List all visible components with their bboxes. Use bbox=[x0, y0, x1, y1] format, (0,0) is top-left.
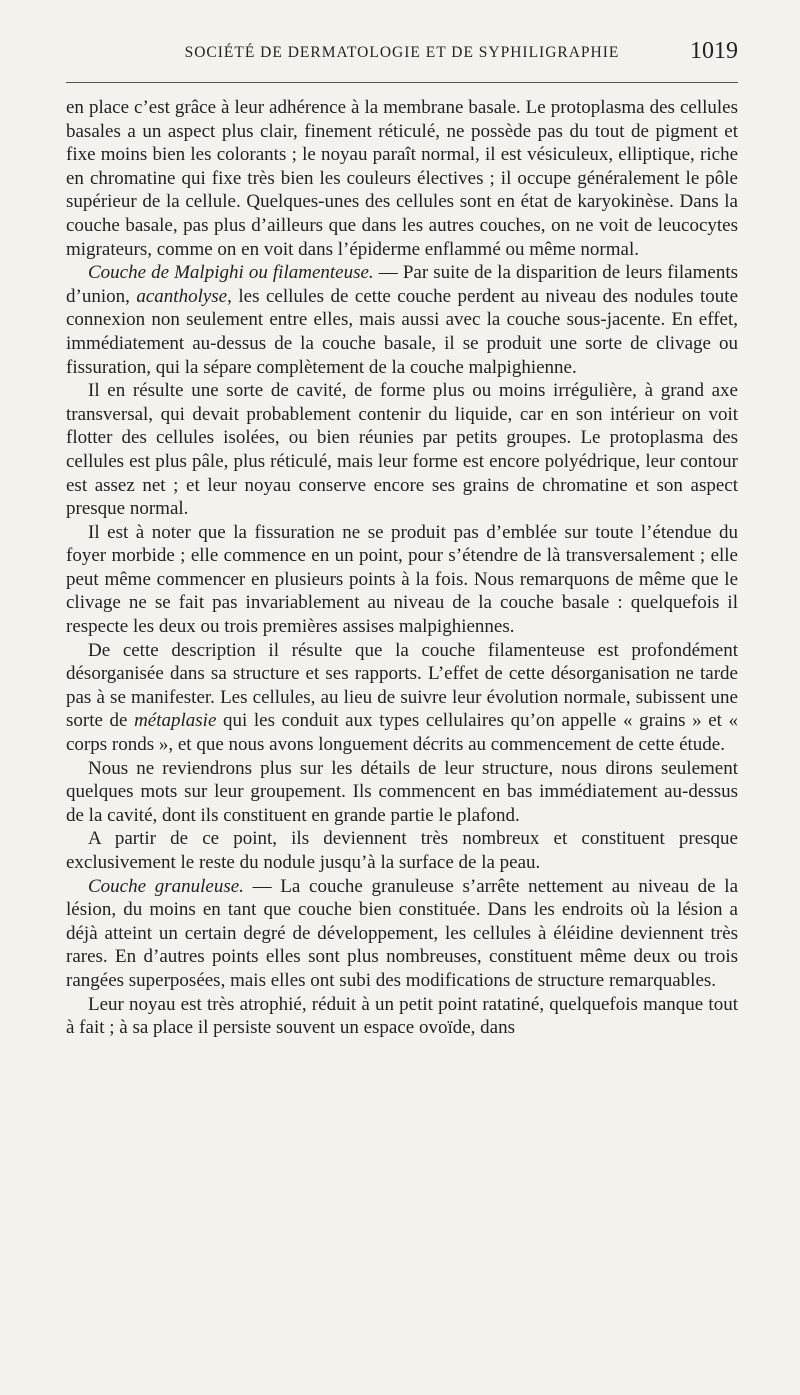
text-run: en place c’est grâce à leur adhérence à la membrane basale. Le protoplasma des cellules basales a un aspect plus clair, finement réticulé, ne possède pas du tout de pigment et fixe moins bien les colorants ; le noyau paraît normal, il est vésiculeux, elliptique, riche en chromatine qui fixe très bien les couleurs électives ; il occupe généralement le pôle supérieur de la cellule. Quelques-unes des cellules sont en état de karyokinèse. Dans la couche basale, pas plus d’ailleurs que dans les autres couches, on ne voit de leucocytes migrateurs, comme on en voit dans l’épiderme enflammé ou même normal. bbox=[66, 97, 738, 260]
italic-text: Couche de Malpighi ou filamenteuse. bbox=[88, 262, 374, 284]
text-run: Leur noyau est très atrophié, réduit à un petit point ratatiné, quelquefois manque tout à fait ; à sa place il persiste souvent un espace ovoïde, dans bbox=[66, 993, 738, 1039]
paragraph bbox=[66, 379, 738, 521]
text-run: Nous ne reviendrons plus sur les détails de leur structure, nous dirons seulement quelques mots sur leur groupement. Ils commencent en bas immédiatement au-dessus de la cavité, dont ils constituent en grande partie le plafond. bbox=[66, 757, 738, 826]
paragraph bbox=[66, 993, 738, 1040]
paragraph bbox=[66, 261, 738, 379]
body-text bbox=[66, 96, 738, 1040]
paragraph bbox=[66, 875, 738, 993]
text-run: De cette description il résulte que la couche filamenteuse est profondément désorganisée dans sa structure et ses rapports. L’effet de cette désorganisation ne tarde pas à se manifester. Les cellules, au lieu de suivre leur évolution normale, subissent une sorte de bbox=[66, 639, 738, 732]
page-header bbox=[66, 38, 738, 78]
paragraph bbox=[66, 757, 738, 828]
text-run: qui les conduit aux types cellulaires qu’on appelle « grains » et « corps ronds », et que nous avons longuement décrits au commencement de cette étude. bbox=[66, 710, 739, 756]
italic-text: Couche granuleuse. bbox=[88, 875, 244, 897]
header-rule bbox=[66, 82, 738, 83]
italic-text: métaplasie bbox=[134, 710, 217, 732]
page-number: 1019 bbox=[690, 38, 738, 64]
running-title: SOCIÉTÉ DE DERMATOLOGIE ET DE SYPHILIGRAPHIE bbox=[184, 44, 620, 61]
paragraph bbox=[66, 96, 738, 261]
paragraph bbox=[66, 639, 738, 757]
text-run: Il en résulte une sorte de cavité, de forme plus ou moins irrégulière, à grand axe transversal, qui devait probablement contenir du liquide, car en son intérieur on voit flotter des cellules isolées, ou bien réunies par petits groupes. Le protoplasma des cellules est plus pâle, plus réticulé, mais leur forme est encore polyédrique, leur contour est assez net ; et leur noyau conserve encore ses grains de chromatine et son aspect presque normal. bbox=[66, 380, 738, 520]
text-run: A partir de ce point, ils deviennent très nombreux et constituent presque exclusivement le reste du nodule jusqu’à la surface de la peau. bbox=[66, 828, 738, 873]
text-run: , les cellules de cette couche perdent au niveau des nodules toute connexion non seulement entre elles, mais aussi avec la couche sous-jacente. En effet, immédiatement au-dessus de la couche basale, il se produit une sorte de clivage ou fissuration, qui la sépare complètement de la couche malpighienne. bbox=[66, 285, 739, 378]
text-run: — La couche granuleuse s’arrête nettement au niveau de la lésion, du moins en tant que couche bien constituée. Dans les endroits où la lésion a déjà atteint un certain degré de développement, les cellules à éléidine deviennent très rares. En d’autres points elles sont plus nombreuses, constituent même deux ou trois rangées superposées, mais elles ont subi des modifications de structure remarquables. bbox=[66, 875, 738, 991]
paragraph bbox=[66, 827, 738, 874]
italic-text: acantholyse bbox=[136, 285, 228, 307]
paragraph bbox=[66, 521, 738, 639]
text-run: — Par suite de la disparition de leurs filaments d’union, bbox=[66, 262, 738, 307]
text-run: Il est à noter que la fissuration ne se produit pas d’emblée sur toute l’étendue du foyer morbide ; elle commence en un point, pour s’étendre de là transversalement ; elle peut même commencer en plusieurs points à la fois. Nous remarquons de même que le clivage ne se fait pas invariablement au niveau de la couche basale : quelquefois il respecte les deux ou trois premières assises malpighiennes. bbox=[66, 521, 738, 638]
